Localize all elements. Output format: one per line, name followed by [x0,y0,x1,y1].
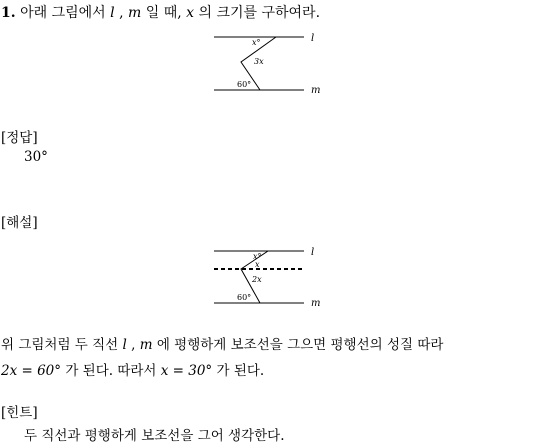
angle-2x: 2x [252,275,262,284]
problem-number: 1. [1,5,16,21]
label-m: m [311,85,321,96]
expl-eq-1: 2x = 60° [1,363,62,379]
problem-text-suffix: 의 크기를 구하여라. [198,5,321,21]
explanation-line-2 [1,359,264,379]
label-l: l [311,33,315,44]
figure-1 [0,30,535,130]
answer-value: 30° [24,149,48,165]
problem-text-mid: 일 때, [145,5,182,21]
expl-sep: , [131,337,136,353]
problem-text-prefix: 아래 그림에서 [20,5,106,21]
explanation-line-1 [1,333,443,353]
angle-x-top: x° [253,252,262,261]
expl-eq-2: x = 30° [160,363,213,379]
expl-text-d: 가 된다. [216,363,265,379]
label-m: m [311,298,321,309]
problem-var-x: x [186,5,195,21]
explanation-heading: [해설] [1,215,38,231]
angle-x-mid: x [255,260,260,269]
problem-var-l: l [110,5,115,21]
problem-line [1,2,320,22]
angle-60: 60° [237,293,252,302]
angle-3x: 3x [254,57,264,66]
figure-2 [0,244,535,344]
hint-text: 두 직선과 평행하게 보조선을 그어 생각한다. [24,428,285,444]
answer-heading: [정답] [1,130,38,146]
expl-var-m: m [139,337,153,353]
problem-var-m: m [127,5,142,21]
expl-text-b: 에 평행하게 보조선을 그으면 평행선의 성질 따라 [156,337,444,353]
problem-sep: , [119,5,124,21]
label-l: l [311,247,315,258]
expl-text-a: 위 그림처럼 두 직선 [1,337,119,353]
expl-var-l: l [122,337,127,353]
expl-text-c: 가 된다. 따라서 [65,363,157,379]
angle-60: 60° [237,80,252,89]
hint-heading: [힌트] [1,405,38,421]
angle-x: x° [252,38,261,47]
